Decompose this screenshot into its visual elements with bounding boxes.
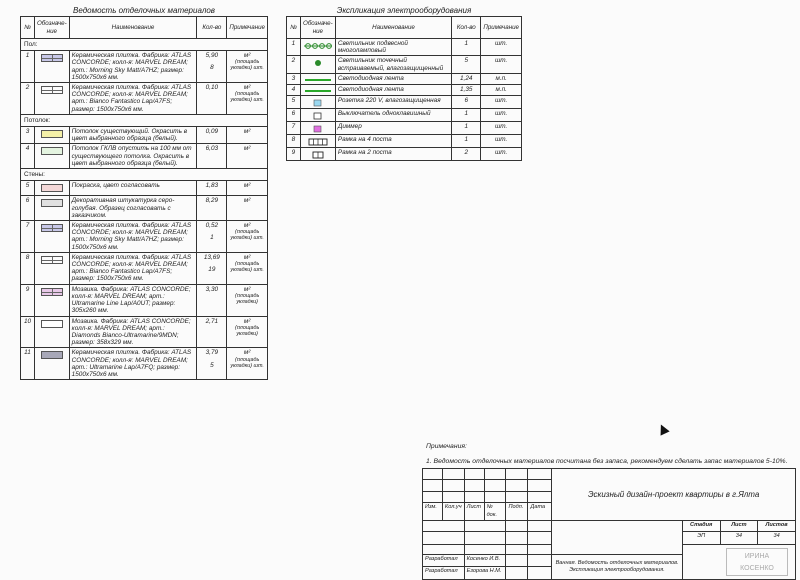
- material-num: 11: [21, 348, 35, 380]
- material-num: 1: [21, 51, 35, 83]
- equipment-qty: 1: [452, 134, 481, 147]
- equipment-table: [286, 16, 522, 161]
- equipment-row: [287, 39, 522, 56]
- material-row: [21, 127, 268, 144]
- material-row: [21, 348, 268, 380]
- stamp-col-doc: № док.: [484, 503, 506, 521]
- section-label: Потолок:: [21, 114, 268, 126]
- frame4-icon: [303, 138, 333, 146]
- company-logo: [726, 548, 788, 576]
- material-qty: 2,71: [205, 317, 219, 325]
- material-swatch: [41, 199, 63, 207]
- material-row: [21, 181, 268, 196]
- equipment-name: Рамка на 2 поста: [335, 147, 451, 160]
- material-qty-pcs: 19: [208, 266, 216, 274]
- material-qty-cell: [197, 221, 227, 253]
- material-qty-cell: [197, 196, 227, 221]
- sheets-label: Листов: [758, 521, 796, 532]
- equipment-symbol: [300, 134, 335, 147]
- section-row: [21, 114, 268, 126]
- material-row: [21, 252, 268, 284]
- material-name: Потолок существующий. Окрасить в цвет выбранного образца (белый).: [69, 127, 197, 144]
- materials-table: [20, 16, 268, 380]
- material-num: 9: [21, 284, 35, 316]
- equipment-note: шт.: [481, 39, 522, 56]
- material-swatch: [41, 184, 63, 192]
- equipment-qty: 1,35: [452, 84, 481, 95]
- material-note: (площадь укладки) шт.: [230, 261, 264, 274]
- eq-header-num: №: [287, 17, 301, 39]
- equipment-note: м.п.: [481, 84, 522, 95]
- equipment-qty: 1: [452, 121, 481, 134]
- material-symbol: [34, 144, 69, 169]
- developer-name: Косенко И.В.: [464, 554, 506, 566]
- material-name: Мозаика. Фабрика: ATLAS CONCORDE; колл-я: MARVEL DREAM; арт.: Diamonds Bianco-Ultramarine/9MDN; размер: 358x329 мм.: [69, 316, 197, 348]
- material-note-cell: [227, 83, 268, 115]
- header-qty: Кол-во: [197, 17, 227, 39]
- equipment-num: 3: [287, 73, 301, 84]
- equipment-name: Выключатель одноклавишный: [335, 108, 451, 121]
- material-row: [21, 83, 268, 115]
- equipment-symbol: [300, 108, 335, 121]
- mouse-cursor: [656, 422, 669, 435]
- equipment-name: Рамка на 4 поста: [335, 134, 451, 147]
- material-qty: 13,69: [203, 253, 220, 261]
- material-name: Покраска, цвет согласовать: [69, 181, 197, 196]
- material-qty-cell: [197, 348, 227, 380]
- eq-header-qty: Кол-во: [452, 17, 481, 39]
- material-qty: 6,03: [205, 145, 219, 153]
- material-note: (площадь укладки) шт.: [230, 356, 264, 369]
- dimmer-icon: [303, 125, 333, 133]
- material-num: 10: [21, 316, 35, 348]
- equipment-num: 5: [287, 95, 301, 108]
- material-name: Декоративная штукатурка серо-голубая. Образец согласовать с заказчиком.: [69, 196, 197, 221]
- equipment-name: Светодиодная лента: [335, 73, 451, 84]
- equipment-symbol: [300, 39, 335, 56]
- material-note: (площадь укладки) шт.: [230, 59, 264, 72]
- materials-title: Ведомость отделочных материалов: [73, 6, 215, 15]
- developer-role: Разработал: [423, 554, 465, 566]
- material-num: 3: [21, 127, 35, 144]
- material-qty-cell: [197, 127, 227, 144]
- equipment-name: Светильник точечный встраиваемый, влагозащищенный: [335, 56, 451, 73]
- material-name: Керамическая плитка. Фабрика: ATLAS CONCORDE; колл-я: MARVEL DREAM; арт.: Morning Sky Matt/A7HZ; размер: 1500x750x6 мм.: [69, 51, 197, 83]
- equipment-row: [287, 95, 522, 108]
- material-unit: м²: [243, 52, 251, 60]
- project-title: Эскизный дизайн-проект квартиры в г.Ялта: [552, 469, 796, 521]
- sheets-value: 34: [758, 532, 796, 544]
- material-swatch: [41, 130, 63, 138]
- material-qty: 0,52: [205, 222, 219, 230]
- frame2-icon: [303, 151, 333, 159]
- material-name: Потолок ГКЛВ опустить на 100 мм от существующего потолка. Окрасить в цвет выбранного образца (белый).: [69, 144, 197, 169]
- material-row: [21, 51, 268, 83]
- led-strip-icon: [303, 88, 333, 94]
- equipment-note: м.п.: [481, 73, 522, 84]
- equipment-symbol: [300, 73, 335, 84]
- material-unit: м²: [243, 349, 251, 357]
- material-qty-cell: [197, 284, 227, 316]
- material-qty: 5,90: [205, 52, 219, 60]
- material-swatch: [41, 351, 63, 359]
- eq-header-name: Наименование: [335, 17, 451, 39]
- equipment-num: 8: [287, 134, 301, 147]
- header-name: Наименование: [69, 17, 197, 39]
- material-note-cell: [227, 144, 268, 169]
- material-unit: м²: [243, 182, 251, 190]
- material-qty: 3,30: [205, 285, 219, 293]
- material-qty: 3,79: [205, 349, 219, 357]
- sheet-label: Лист: [720, 521, 758, 532]
- material-num: 6: [21, 196, 35, 221]
- equipment-num: 7: [287, 121, 301, 134]
- material-note: (площадь укладки): [235, 292, 260, 305]
- section-label: Стены:: [21, 169, 268, 181]
- equipment-qty: 1,24: [452, 73, 481, 84]
- material-row: [21, 284, 268, 316]
- equipment-row: [287, 147, 522, 160]
- sheet-value: 34: [720, 532, 758, 544]
- material-symbol: [34, 316, 69, 348]
- equipment-note: шт.: [481, 56, 522, 73]
- section-row: [21, 39, 268, 51]
- material-qty-pcs: 1: [210, 234, 214, 242]
- equipment-note: шт.: [481, 134, 522, 147]
- material-symbol: [34, 196, 69, 221]
- stamp-col-list: Лист: [464, 503, 484, 521]
- material-unit: м²: [243, 145, 251, 153]
- eq-header-symbol: Обозначе-ние: [300, 17, 335, 39]
- equipment-num: 1: [287, 39, 301, 56]
- equipment-symbol: [300, 95, 335, 108]
- material-swatch: [41, 320, 63, 328]
- equipment-row: [287, 84, 522, 95]
- material-unit: м²: [243, 222, 251, 230]
- stage-label: Стадия: [682, 521, 720, 532]
- material-note: (площадь укладки) шт.: [230, 229, 264, 242]
- equipment-name: Светодиодная лента: [335, 84, 451, 95]
- material-qty-cell: [197, 316, 227, 348]
- material-swatch: [41, 288, 63, 296]
- equipment-qty: 2: [452, 147, 481, 160]
- sheet-title: Ванная. Ведомость отделочных материалов. Экспликация электрооборудования.: [552, 554, 683, 579]
- material-symbol: [34, 221, 69, 253]
- chandelier-icon: [303, 42, 333, 50]
- equipment-symbol: [300, 121, 335, 134]
- material-unit: м²: [243, 317, 251, 325]
- notes-heading: Примечания:: [426, 443, 467, 450]
- equipment-symbol: [300, 84, 335, 95]
- material-qty-cell: [197, 252, 227, 284]
- material-qty-pcs: 8: [210, 64, 214, 72]
- material-note-cell: [227, 316, 268, 348]
- material-row: [21, 316, 268, 348]
- material-note-cell: [227, 284, 268, 316]
- material-qty: 1,83: [205, 182, 219, 190]
- material-symbol: [34, 284, 69, 316]
- material-unit: м²: [243, 128, 251, 136]
- material-unit: м²: [243, 84, 251, 92]
- eq-header-note: Примечание: [481, 17, 522, 39]
- equipment-row: [287, 134, 522, 147]
- material-note-cell: [227, 127, 268, 144]
- material-qty-cell: [197, 181, 227, 196]
- section-row: [21, 169, 268, 181]
- material-row: [21, 144, 268, 169]
- equipment-qty: 5: [452, 56, 481, 73]
- material-note: (площадь укладки): [235, 324, 260, 337]
- material-num: 5: [21, 181, 35, 196]
- material-row: [21, 221, 268, 253]
- socket-icon: [303, 99, 333, 107]
- material-num: 7: [21, 221, 35, 253]
- equipment-row: [287, 121, 522, 134]
- material-unit: м²: [243, 197, 251, 205]
- material-symbol: [34, 127, 69, 144]
- header-symbol: Обозначе-ние: [34, 17, 69, 39]
- material-swatch: [41, 224, 63, 232]
- material-swatch: [41, 86, 63, 94]
- material-symbol: [34, 51, 69, 83]
- material-note-cell: [227, 196, 268, 221]
- stamp-col-date: Дата: [528, 503, 552, 521]
- material-swatch: [41, 147, 63, 155]
- equipment-qty: 1: [452, 39, 481, 56]
- material-name: Мозаика. Фабрика: ATLAS CONCORDE; колл-я: MARVEL DREAM; арт.: Ultramarine Line Lap/A0UT; размер: 305x260 мм.: [69, 284, 197, 316]
- developer2-role: Разработал: [423, 567, 465, 580]
- equipment-num: 4: [287, 84, 301, 95]
- material-qty-cell: [197, 144, 227, 169]
- equipment-qty: 1: [452, 108, 481, 121]
- stamp-col-kolu: Кол.уч: [442, 503, 464, 521]
- equipment-name: Розетка 220 V, влагозащищенная: [335, 95, 451, 108]
- equipment-note: шт.: [481, 147, 522, 160]
- material-unit: м²: [243, 285, 251, 293]
- equipment-row: [287, 108, 522, 121]
- material-num: 4: [21, 144, 35, 169]
- equipment-note: шт.: [481, 121, 522, 134]
- material-qty: 0,10: [205, 84, 219, 92]
- stamp-col-izm: Изм.: [423, 503, 443, 521]
- equipment-title: Экспликация электрооборудования: [336, 6, 472, 15]
- material-qty: 8,29: [205, 197, 219, 205]
- equipment-row: [287, 56, 522, 73]
- material-note: (площадь укладки) шт.: [230, 91, 264, 104]
- material-swatch: [41, 256, 63, 264]
- material-name: Керамическая плитка. Фабрика: ATLAS CONCORDE; колл-я: MARVEL DREAM; арт.: Morning Sky Matt/A7HZ; размер: 1500x750x6 мм.: [69, 221, 197, 253]
- equipment-num: 6: [287, 108, 301, 121]
- equipment-num: 2: [287, 56, 301, 73]
- logo-text: ИРИНА КОСЕНКО: [740, 553, 774, 572]
- notes-text: 1. Ведомость отделочных материалов посчитана без запаса, рекомендуем сделать запас материалов 5-10%.: [426, 458, 788, 465]
- equipment-symbol: [300, 147, 335, 160]
- equipment-row: [287, 73, 522, 84]
- material-unit: м²: [243, 253, 251, 261]
- material-note-cell: [227, 221, 268, 253]
- material-note-cell: [227, 51, 268, 83]
- header-num: №: [21, 17, 35, 39]
- switch-icon: [303, 112, 333, 120]
- material-num: 8: [21, 252, 35, 284]
- material-note-cell: [227, 252, 268, 284]
- equipment-symbol: [300, 56, 335, 73]
- material-symbol: [34, 252, 69, 284]
- material-name: Керамическая плитка. Фабрика: ATLAS CONCORDE; колл-я: MARVEL DREAM; арт.: Ultramarine Lap/A7FQ; размер: 1500x750x6 мм.: [69, 348, 197, 380]
- material-name: Керамическая плитка. Фабрика: ATLAS CONCORDE; колл-я: MARVEL DREAM; арт.: Bianco Fantastico Lap/A7FS; размер: 1500x750x6 мм.: [69, 252, 197, 284]
- material-num: 2: [21, 83, 35, 115]
- spotlight-icon: [303, 59, 333, 67]
- material-swatch: [41, 54, 63, 62]
- material-symbol: [34, 83, 69, 115]
- equipment-qty: 6: [452, 95, 481, 108]
- material-name: Керамическая плитка. Фабрика: ATLAS CONCORDE; колл-я: MARVEL DREAM; арт.: Bianco Fantastico Lap/A7FS; размер: 1500x750x6 мм.: [69, 83, 197, 115]
- material-qty-cell: [197, 83, 227, 115]
- equipment-note: шт.: [481, 95, 522, 108]
- material-qty: 0,09: [205, 128, 219, 136]
- led-strip-icon: [303, 77, 333, 83]
- equipment-num: 9: [287, 147, 301, 160]
- stage-value: ЭП: [682, 532, 720, 544]
- equipment-name: Диммер: [335, 121, 451, 134]
- equipment-name: Светильник подвесной многоламповый: [335, 39, 451, 56]
- material-symbol: [34, 348, 69, 380]
- material-qty-cell: [197, 51, 227, 83]
- equipment-note: шт.: [481, 108, 522, 121]
- header-note: Примечание: [227, 17, 268, 39]
- material-note-cell: [227, 181, 268, 196]
- material-note-cell: [227, 348, 268, 380]
- material-symbol: [34, 181, 69, 196]
- stamp-col-sign: Подп.: [506, 503, 528, 521]
- material-row: [21, 196, 268, 221]
- material-qty-pcs: 5: [210, 361, 214, 369]
- developer2-name: Езорова Н.М.: [464, 567, 506, 580]
- section-label: Пол:: [21, 39, 268, 51]
